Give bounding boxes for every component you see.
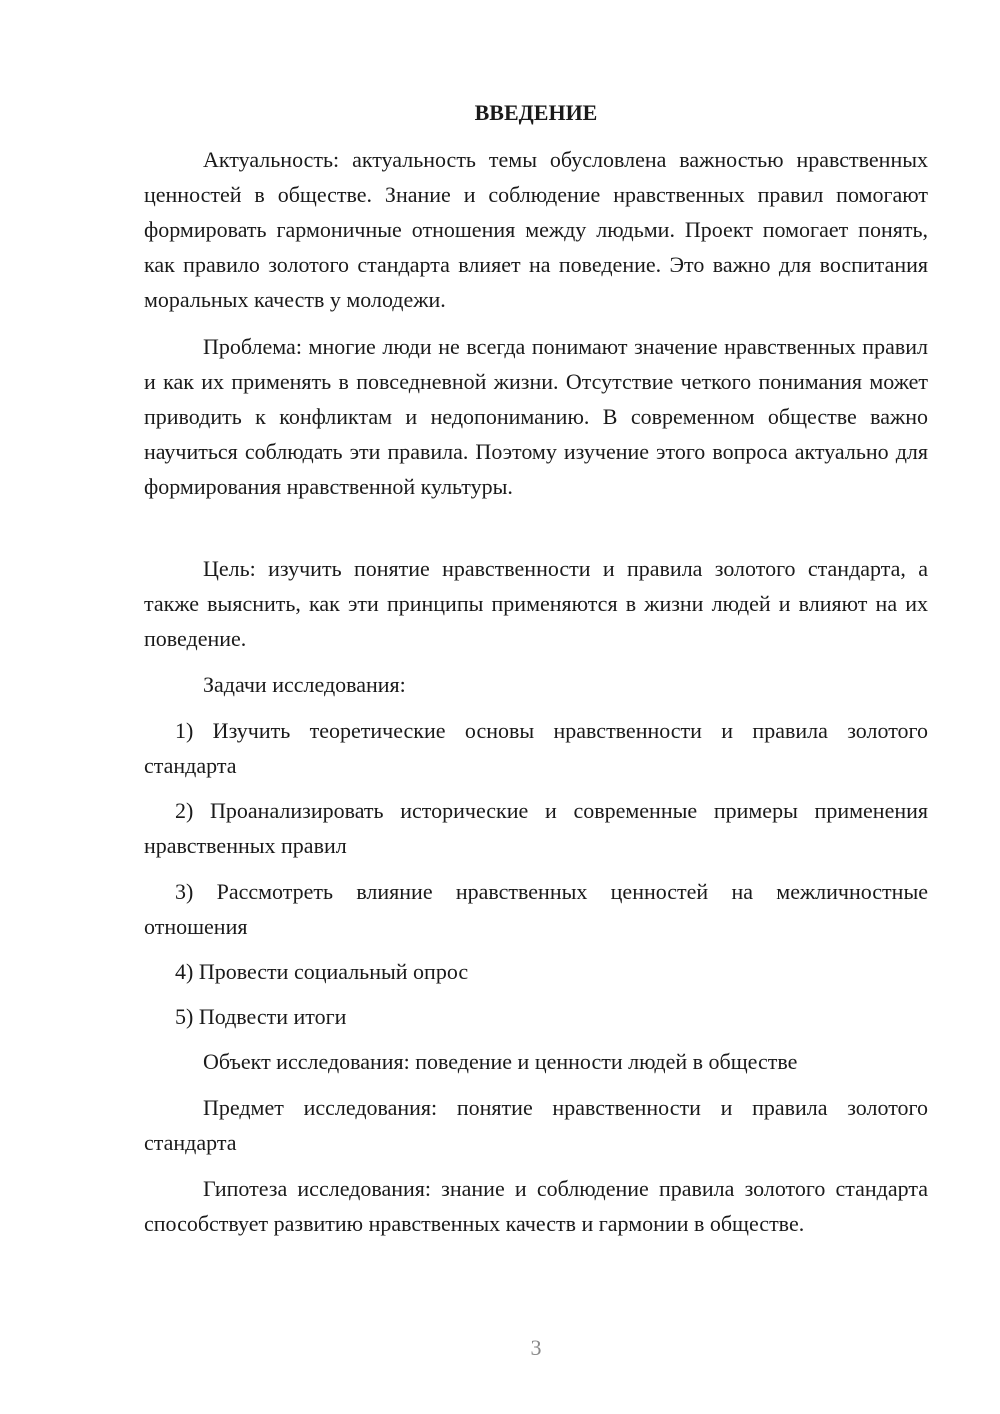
task-item-4: 4) Провести социальный опрос xyxy=(175,959,469,984)
object-paragraph: Объект исследования: поведение и ценности людей в обществе xyxy=(203,1049,798,1074)
task-item-3: 3) Рассмотреть влияние нравственных ценностей на межличностные отношения xyxy=(144,879,928,939)
page-title: ВВЕДЕНИЕ xyxy=(474,100,598,125)
goal-paragraph: Цель: изучить понятие нравственности и правила золотого стандарта, а также выяснить, как эти принципы применяются в жизни людей и влияют на их поведение. xyxy=(144,556,928,651)
hypothesis-paragraph: Гипотеза исследования: знание и соблюдение правила золотого стандарта способствует развитию нравственных качеств и гармонии в обществе. xyxy=(144,1176,928,1236)
subject-paragraph: Предмет исследования: понятие нравственности и правила золотого стандарта xyxy=(144,1095,928,1155)
tasks-heading: Задачи исследования: xyxy=(203,672,406,697)
page-number: 3 xyxy=(530,1335,542,1360)
task-item-5: 5) Подвести итоги xyxy=(175,1004,347,1029)
problem-paragraph: Проблема: многие люди не всегда понимают значение нравственных правил и как их применять в повседневной жизни. Отсутствие четкого понимания может приводить к конфликтам и недопониманию. В современном обществе важно научиться соблюдать эти правила. Поэтому изучение этого вопроса актуально для формирования нравственной культуры. xyxy=(144,334,928,499)
task-item-1: 1) Изучить теоретические основы нравственности и правила золотого стандарта xyxy=(144,718,928,778)
task-item-2: 2) Проанализировать исторические и современные примеры применения нравственных правил xyxy=(144,798,928,858)
relevance-paragraph: Актуальность: актуальность темы обусловлена важностью нравственных ценностей в обществе. Знание и соблюдение нравственных правил помогают формировать гармоничные отношения между людьми. Проект помогает понять, как правило золотого стандарта влияет на поведение. Это важно для воспитания моральных качеств у молодежи. xyxy=(144,147,928,312)
